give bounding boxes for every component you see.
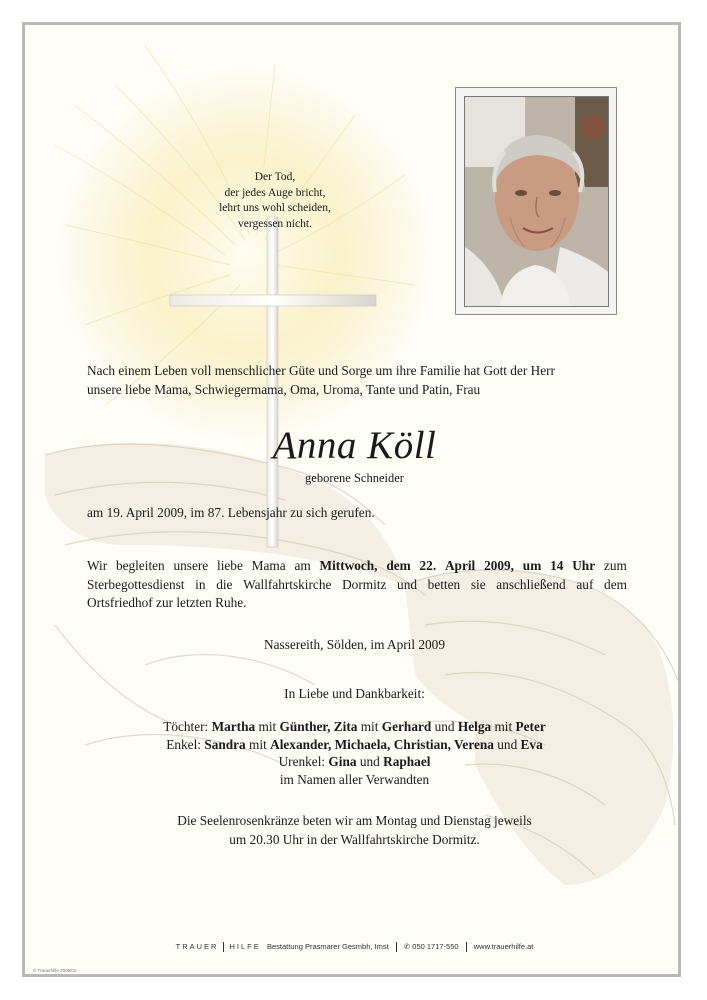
connector-word: und (434, 719, 455, 734)
deceased-name: Anna Köll (272, 424, 437, 467)
copyright-note: © Trauerhilfe 2009/02 (33, 968, 77, 973)
portrait-frame (455, 87, 617, 315)
funeral-date-word: um (522, 558, 542, 573)
funeral-date-word: 14 (550, 558, 564, 573)
daughters-line (25, 718, 681, 736)
mourner-name: Zita (333, 719, 358, 734)
website-link[interactable]: www.trauerhilfe.at (473, 942, 534, 951)
connector-word: mit (494, 719, 513, 734)
death-notice: am 19. April 2009, im 87. Lebensjahr zu sich gerufen. (87, 505, 375, 520)
place-date: Nassereith, Sölden, im April 2009 (264, 637, 445, 652)
funeral-date-word: Uhr (572, 558, 596, 573)
relatives-line: im Namen aller Verwandten (279, 771, 430, 787)
maiden-name: geborene Schneider (305, 471, 404, 485)
funeral-date-word: April (444, 558, 476, 573)
funeral-word: betten (427, 576, 461, 592)
funeral-word: zum (603, 558, 627, 573)
funeral-word: begleiten (115, 558, 165, 573)
great-grandchildren-label: Urenkel: (278, 754, 326, 769)
mourner-name: Günther, (279, 719, 331, 734)
daughters-label: Töchter: (163, 719, 209, 734)
mourner-name: Raphael (383, 754, 431, 769)
footer-divider (396, 942, 397, 952)
funeral-line-1 (87, 557, 627, 576)
mourner-name: Alexander, Michaela, Christian, Verena (270, 736, 494, 752)
mourner-name: Gerhard (381, 719, 432, 734)
logo-text: TRAUER (175, 942, 219, 951)
funeral-word: in (195, 576, 206, 592)
poem-line: Der Tod, (254, 171, 296, 183)
poem-line: vergessen nicht. (238, 217, 312, 230)
mourners-list (25, 718, 681, 788)
company-name: Bestattung Prasmarer Gesmbh, Imst (267, 942, 389, 951)
poem (145, 170, 405, 232)
funeral-word: auf (576, 576, 594, 592)
funeral-line-2 (87, 576, 627, 595)
funeral-date-word: dem (386, 558, 411, 573)
grandchildren-label: Enkel: (166, 736, 201, 752)
funeral-word: am (294, 558, 311, 573)
funeral-word: Dormitz (342, 576, 387, 592)
rosary-notice (25, 812, 681, 849)
funeral-word: Wallfahrtskirche (243, 576, 332, 592)
funeral-word: und (397, 576, 417, 592)
rosary-line: um 20.30 Uhr in der Wallfahrtskirche Dormitz. (229, 831, 480, 847)
intro-text (87, 362, 627, 399)
funeral-date-word: 2009, (484, 558, 514, 573)
funeral-notice (87, 557, 627, 613)
funeral-word: sie (470, 576, 486, 592)
trauerhilfe-logo (176, 942, 261, 951)
logo-divider (223, 942, 224, 952)
funeral-line-3: Ortsfriedhof zur letzten Ruhe. (87, 595, 247, 610)
mourner-name: Helga (457, 719, 492, 734)
mourner-name: Martha (211, 719, 256, 734)
portrait-photo (464, 96, 609, 307)
funeral-word: Wir (87, 558, 108, 573)
funeral-word: unsere (173, 558, 209, 573)
rosary-line: Die Seelenrosenkränze beten wir am Montag und Dienstag jeweils (177, 813, 532, 828)
phone-number: ✆ 050 1717-550 (403, 942, 459, 951)
funeral-word: dem (604, 576, 627, 592)
connector-word: und (359, 754, 380, 769)
mourner-name: Peter (515, 719, 546, 734)
funeral-word: Mama (251, 558, 286, 573)
poem-line: der jedes Auge bricht, (224, 186, 326, 199)
obituary-card (22, 22, 681, 977)
logo-text: HILFE (229, 942, 261, 951)
connector-word: und (497, 736, 518, 752)
funeral-word: anschließend (496, 576, 566, 592)
intro-line: unsere liebe Mama, Schwiegermama, Oma, Uroma, Tante und Patin, Frau (87, 381, 481, 397)
mourner-name: Gina (328, 754, 357, 769)
funeral-word: Sterbegottesdienst (87, 576, 185, 592)
funeral-word: liebe (217, 558, 243, 573)
closing-phrase: In Liebe und Dankbarkeit: (284, 686, 425, 701)
mourner-name: Eva (520, 736, 543, 752)
funeral-word: die (216, 576, 233, 592)
connector-word: mit (360, 719, 379, 734)
funeral-date-word: Mittwoch, (319, 558, 378, 573)
intro-line: Nach einem Leben voll menschlicher Güte und Sorge um ihre Familie hat Gott der Herr (87, 363, 555, 378)
funeral-date-word: 22. (419, 558, 437, 573)
poem-line: lehrt uns wohl scheiden, (219, 202, 331, 214)
footer-divider (466, 942, 467, 952)
footer (25, 942, 681, 952)
mourner-name: Sandra (204, 736, 246, 752)
great-grandchildren-line (25, 753, 681, 771)
connector-word: mit (249, 736, 267, 752)
grandchildren-line (25, 736, 681, 754)
connector-word: mit (258, 719, 277, 734)
